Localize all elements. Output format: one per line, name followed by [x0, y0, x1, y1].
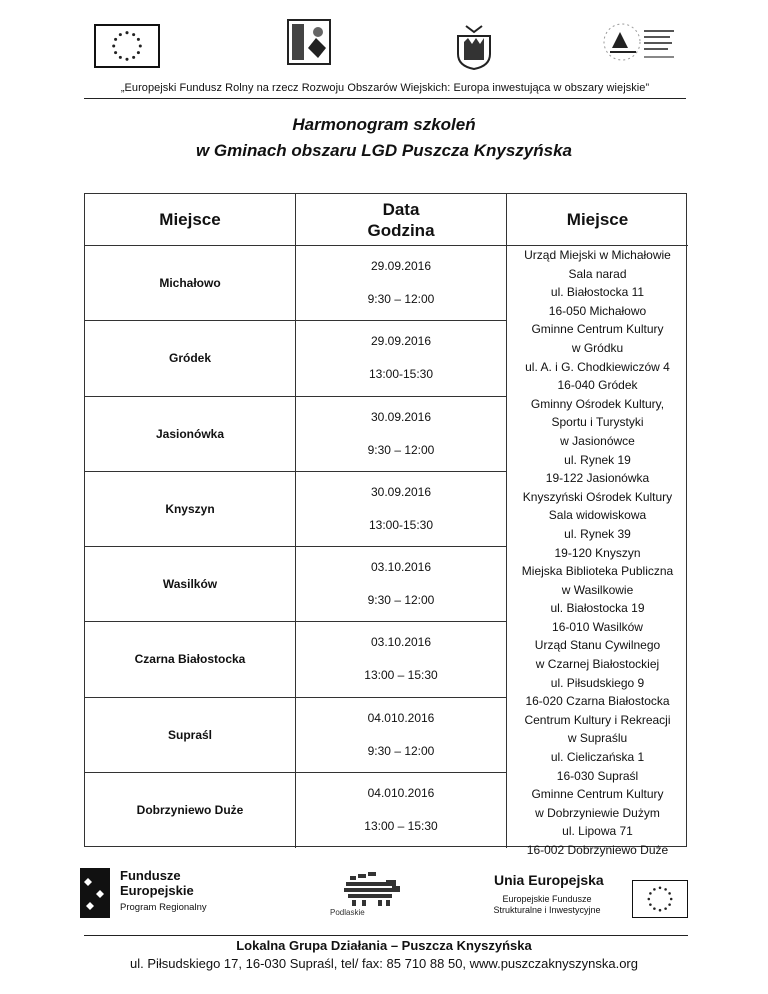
- date-value: 30.09.2016: [370, 409, 432, 424]
- location-line: Gminne Centrum Kultury: [531, 322, 664, 337]
- fe-line2: Europejskie: [120, 883, 194, 898]
- place-name: Wasilków: [85, 547, 296, 621]
- location-column: [507, 246, 688, 860]
- place-name: Gródek: [85, 321, 296, 395]
- header-date-label: Data: [382, 199, 420, 219]
- schedule-table: [84, 193, 687, 857]
- date-time-cell: [296, 246, 507, 320]
- header-location: Miejsce: [507, 194, 688, 246]
- bison-icon: [330, 870, 414, 910]
- location-line: Gminny Ośrodek Kultury,: [530, 396, 665, 411]
- location-line: ul. Lipowa 71: [562, 824, 633, 839]
- location-line: Urząd Stanu Cywilnego: [534, 638, 661, 653]
- table-row: [85, 246, 507, 321]
- location-line: Knyszyński Ośrodek Kultury: [522, 489, 673, 504]
- location-line: ul. Białostocka 19: [550, 601, 645, 616]
- date-time-cell: [296, 321, 507, 395]
- crest-icon: [454, 22, 494, 70]
- place-name: Jasionówka: [85, 397, 296, 471]
- footer-address: ul. Piłsudskiego 17, 16-030 Supraśl, tel/ fax: 85 710 88 50, www.puszczaknyszynska.org: [129, 956, 638, 971]
- ue-subtitle: [482, 894, 612, 916]
- location-line: 19-122 Jasionówka: [545, 471, 650, 486]
- podlaskie-logo: [330, 870, 414, 920]
- fundusze-europejskie-logo: [80, 864, 230, 924]
- location-line: Sportu i Turystyki: [551, 415, 644, 430]
- date-value: 04.010.2016: [367, 710, 435, 725]
- table-row: [85, 397, 507, 472]
- page-subtitle: w Gminach obszaru LGD Puszcza Knyszyńska: [195, 141, 572, 160]
- location-line: w Gródku: [571, 340, 624, 355]
- date-time-cell: [296, 397, 507, 471]
- location-line: Sala narad: [568, 266, 627, 281]
- unia-europejska-logo: [482, 872, 692, 922]
- leader-logo-icon: [286, 18, 332, 66]
- place-name: Czarna Białostocka: [85, 622, 296, 696]
- location-line: w Wasilkowie: [561, 582, 634, 597]
- location-line: Sala widowiskowa: [548, 508, 647, 523]
- time-value: 9:30 – 12:00: [367, 292, 435, 306]
- location-line: 16-010 Wasilków: [552, 619, 643, 634]
- ue-sub-line1: Europejskie Fundusze: [502, 894, 592, 904]
- location-line: 16-002 Dobrzyniewo Duże: [526, 843, 669, 857]
- eu-flag-icon: [94, 24, 160, 68]
- fe-title: [120, 868, 194, 898]
- date-time-cell: [296, 547, 507, 621]
- time-value: 9:30 – 12:00: [367, 743, 435, 758]
- location-line: w Czarnej Białostockiej: [535, 657, 660, 672]
- location-line: 16-020 Czarna Białostocka: [525, 694, 670, 709]
- program-tagline: „Europejski Fundusz Rolny na rzecz Rozwoju Obszarów Wiejskich: Europa inwestująca w obszary wiejskie”: [84, 82, 686, 99]
- ue-title: Unia Europejska: [494, 872, 604, 888]
- date-value: 04.010.2016: [367, 785, 435, 800]
- date-time-cell: [296, 698, 507, 772]
- location-line: Gminne Centrum Kultury: [531, 787, 664, 802]
- location-line: 16-030 Supraśl: [556, 768, 639, 783]
- location-line: ul. Piłsudskiego 9: [550, 675, 645, 690]
- table-row: [85, 547, 507, 622]
- location-line: ul. Białostocka 11: [550, 285, 645, 300]
- location-line: 16-050 Michałowo: [548, 303, 647, 318]
- time-value: 9:30 – 12:00: [367, 442, 435, 457]
- fe-subtitle: Program Regionalny: [120, 902, 207, 913]
- fe-line1: Fundusze: [120, 868, 181, 883]
- footer-org: Lokalna Grupa Działania – Puszcza Knyszyńska: [236, 938, 532, 953]
- location-line: ul. Cieliczańska 1: [550, 750, 645, 765]
- table-row: [85, 472, 507, 547]
- time-value: 13:00 – 15:30: [364, 668, 438, 683]
- place-name: Knyszyn: [85, 472, 296, 546]
- date-value: 29.09.2016: [370, 259, 432, 273]
- table-row: [85, 321, 507, 396]
- prow-logo-icon: [602, 18, 680, 66]
- footer-divider: [84, 935, 688, 936]
- location-line: 19-120 Knyszyn: [554, 545, 641, 560]
- date-time-cell: [296, 773, 507, 848]
- podlaskie-label: Podlaskie: [330, 908, 365, 917]
- location-line: Centrum Kultury i Rekreacji: [524, 712, 671, 727]
- schedule-rows: [85, 246, 507, 848]
- time-value: 13:00-15:30: [368, 517, 434, 532]
- place-name: Michałowo: [85, 246, 296, 320]
- location-line: Urząd Miejski w Michałowie: [524, 248, 671, 262]
- table-row: [85, 622, 507, 697]
- date-value: 30.09.2016: [370, 484, 432, 499]
- place-name: Supraśl: [85, 698, 296, 772]
- page-title: Harmonogram szkoleń: [292, 115, 476, 134]
- fe-flag-icon: [80, 868, 110, 918]
- location-line: Miejska Biblioteka Publiczna: [521, 564, 674, 579]
- time-value: 9:30 – 12:00: [367, 593, 435, 607]
- date-value: 03.10.2016: [370, 560, 432, 574]
- location-line: ul. Rynek 19: [564, 452, 631, 467]
- time-value: 13:00 – 15:30: [364, 818, 438, 833]
- date-value: 03.10.2016: [370, 635, 432, 650]
- location-line: w Jasionówce: [560, 433, 635, 448]
- eu-flag-icon: [632, 880, 688, 918]
- date-value: 29.09.2016: [370, 334, 432, 349]
- date-time-cell: [296, 472, 507, 546]
- location-line: w Supraślu: [567, 731, 628, 746]
- time-value: 13:00-15:30: [368, 367, 434, 382]
- location-line: ul. A. i G. Chodkiewiczów 4: [525, 359, 670, 374]
- header-time-label: Godzina: [367, 220, 435, 240]
- table-row: [85, 773, 507, 848]
- place-name: Dobrzyniewo Duże: [85, 773, 296, 848]
- header-logos: [80, 18, 700, 80]
- header-place: Miejsce: [85, 194, 296, 246]
- location-line: 16-040 Gródek: [557, 378, 638, 393]
- location-line: ul. Rynek 39: [564, 526, 631, 541]
- ue-sub-line2: Strukturalne i Inwestycyjne: [493, 905, 601, 915]
- table-row: [85, 698, 507, 773]
- header-date: [296, 194, 507, 246]
- location-line: w Dobrzyniewie Dużym: [535, 805, 660, 820]
- date-time-cell: [296, 622, 507, 696]
